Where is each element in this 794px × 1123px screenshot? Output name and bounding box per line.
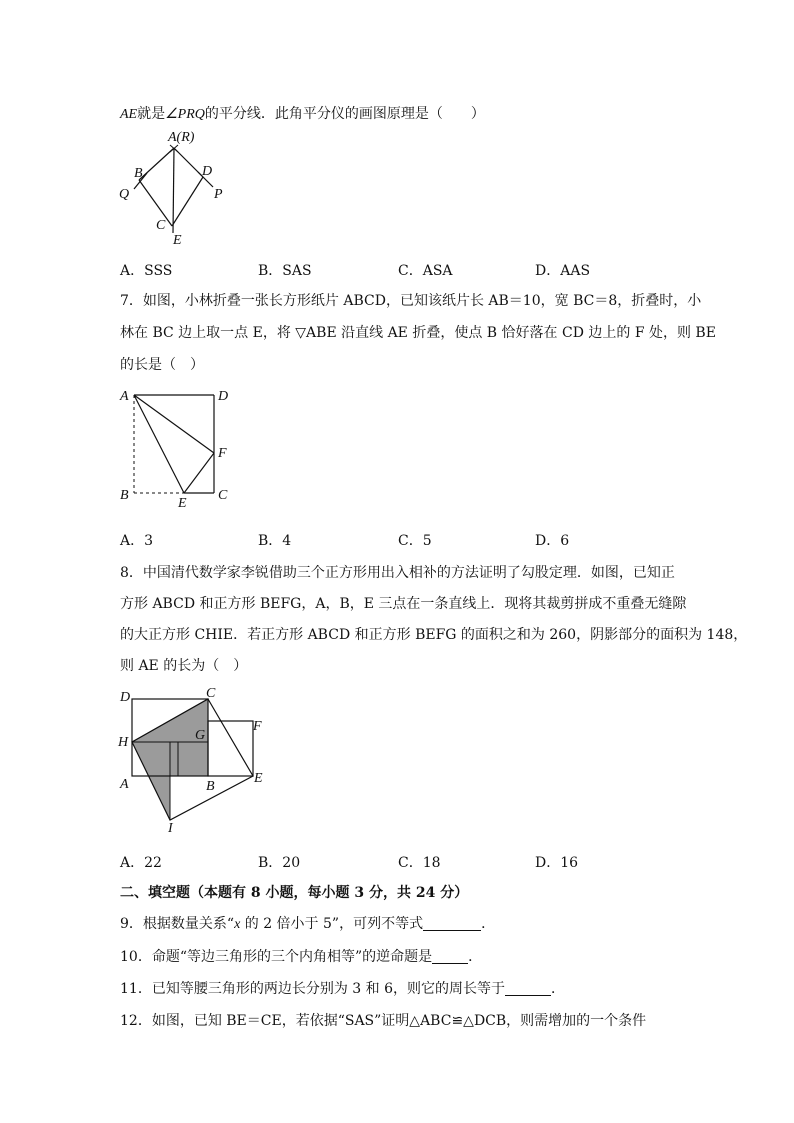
q11-line [120, 978, 565, 998]
q6-figure [110, 125, 240, 250]
q9-post: 的 2 倍小于 5”，可列不等式 [240, 916, 424, 932]
q6-stem [120, 103, 485, 123]
q6-option-b[interactable]: B．SAS [258, 263, 312, 279]
q11-end: ． [550, 981, 565, 997]
q8-line1: 8．中国清代数学家李锐借助三个正方形用出入相补的方法证明了勾股定理．如图，已知正 [120, 565, 675, 581]
q8-label-E: E [254, 771, 263, 786]
q8-line2: 方形 ABCD 和正方形 BEFG，A，B，E 三点在一条直线上．现将其裁剪拼成不重叠无缝隙 [120, 596, 687, 612]
q6-label-B: B [134, 166, 143, 181]
q6-label-P: P [214, 187, 223, 202]
q6-end: 的平分线．此角平分仪的画图原理是（ ） [204, 106, 485, 122]
q10-end: ． [468, 949, 483, 965]
q10-answer-blank[interactable] [432, 949, 468, 964]
q8-line4: 则 AE 的长为（ ） [120, 658, 248, 674]
q8-option-c[interactable]: C．18 [398, 855, 441, 871]
q7-line3: 的长是（ ） [120, 357, 204, 373]
q7-option-a[interactable]: A．3 [120, 533, 154, 549]
q8-label-G: G [195, 728, 206, 743]
q7-line1: 7．如图，小林折叠一张长方形纸片 ABCD，已知该纸片长 AB＝10，宽 BC＝8，折叠时，小 [120, 293, 702, 309]
q7-figure [110, 383, 240, 513]
q7-label-C: C [218, 488, 228, 503]
q8-option-b[interactable]: B．20 [258, 855, 301, 871]
q7-label-A: A [120, 389, 129, 404]
q7-label-E: E [178, 496, 187, 511]
q8-line3: 的大正方形 CHIE．若正方形 ABCD 和正方形 BEFG 的面积之和为 260，阴影部分的面积为 148， [120, 627, 748, 643]
q9-answer-blank[interactable] [423, 916, 481, 931]
q6-option-a[interactable]: A．SSS [120, 263, 173, 279]
q6-label-E: E [173, 233, 182, 248]
q7-line2: 林在 BC 边上取一点 E，将 ▽ABE 沿直线 AE 折叠，使点 B 恰好落在 CD 边上的 F 处，则 BE [120, 325, 716, 341]
q8-label-I: I [168, 821, 173, 834]
q7-label-D: D [218, 389, 229, 404]
q9-end: ． [481, 916, 496, 932]
q8-option-a[interactable]: A．22 [120, 855, 162, 871]
q8-label-C: C [206, 686, 216, 701]
q7-option-c[interactable]: C．5 [398, 533, 432, 549]
q11-pre: 11．已知等腰三角形的两边长分别为 3 和 6，则它的周长等于 [120, 981, 505, 997]
q6-label-D: D [202, 164, 213, 179]
q8-option-d[interactable]: D．16 [535, 855, 579, 871]
q8-label-H: H [118, 735, 129, 750]
section-heading: 二、填空题（本题有 8 小题，每小题 3 分，共 24 分） [120, 885, 469, 901]
q6-angle: ∠PRQ [165, 107, 205, 122]
q6-label-Q: Q [119, 187, 130, 202]
q8-label-B: B [206, 779, 215, 794]
q8-figure [110, 684, 280, 834]
q6-option-c[interactable]: C．ASA [398, 263, 453, 279]
q11-answer-blank[interactable] [505, 981, 551, 996]
q7-option-b[interactable]: B．4 [258, 533, 292, 549]
q10-pre: 10．命题“等边三角形的三个内角相等”的逆命题是 [120, 949, 433, 965]
q7-label-F: F [218, 446, 227, 461]
q9-var: x [234, 917, 241, 932]
q6-option-d[interactable]: D．AAS [535, 263, 591, 279]
q10-line [120, 946, 482, 966]
q9-line [120, 913, 495, 933]
q6-var: AE [120, 107, 138, 122]
q9-pre: 9．根据数量关系“ [120, 916, 235, 932]
q7-option-d[interactable]: D．6 [535, 533, 570, 549]
q6-label-A: A(R) [168, 130, 195, 145]
q7-label-B: B [120, 488, 129, 503]
q12-line: 12．如图，已知 BE＝CE，若依据“SAS”证明△ABC≌△DCB，则需增加的一个条件 [120, 1013, 647, 1029]
q8-label-F: F [253, 719, 262, 734]
q8-label-D: D [120, 690, 131, 705]
q8-label-A: A [120, 777, 129, 792]
q6-mid: 就是 [137, 106, 166, 122]
q6-label-C: C [156, 218, 166, 233]
